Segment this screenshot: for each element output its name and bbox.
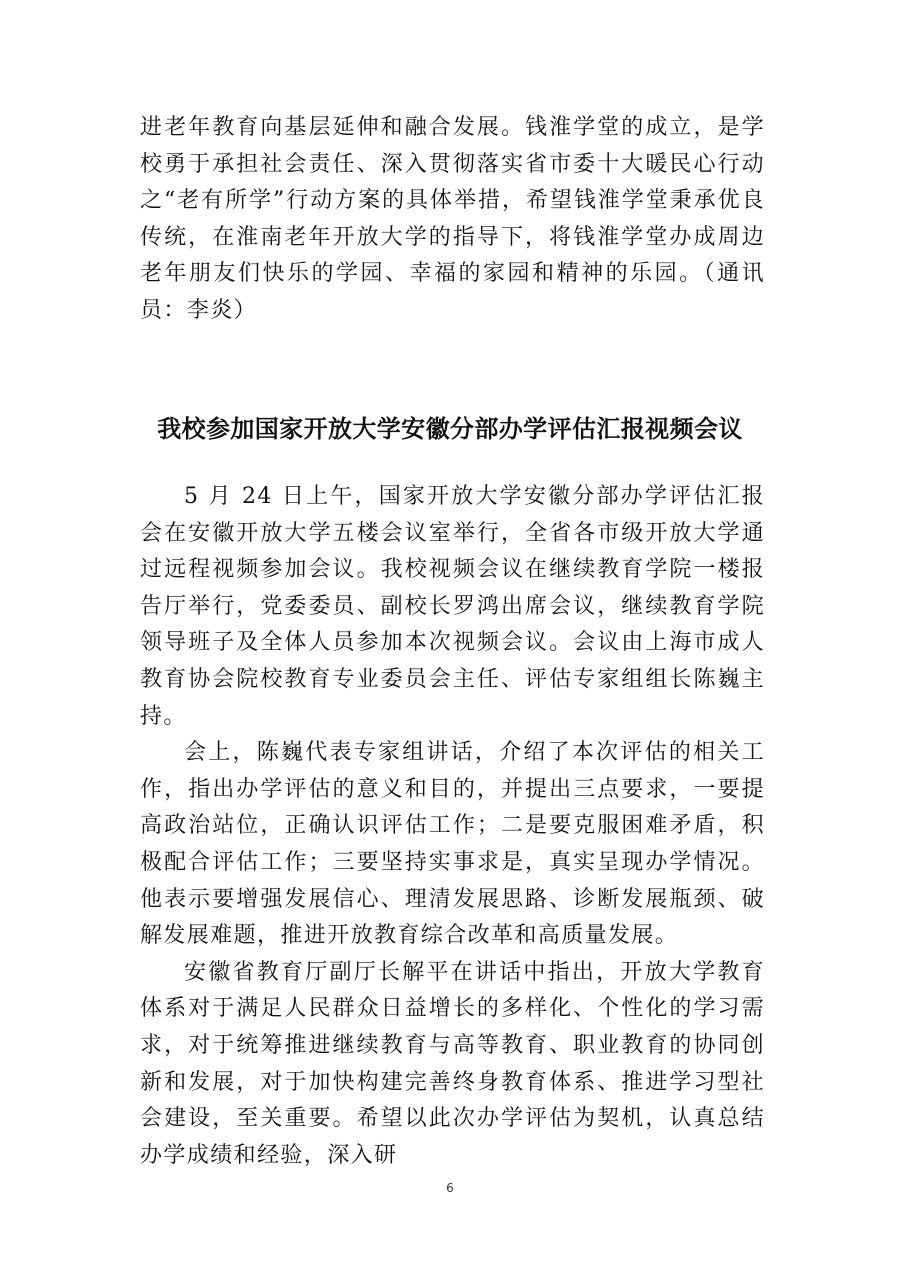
article-paragraph-2: 会上，陈巍代表专家组讲话，介绍了本次评估的相关工作，指出办学评估的意义和目的，并提出三点要求，一要提高政治站位，正确认识评估工作；二是要克服困难矛盾，积极配合评估工作；三要坚持实事求是，真实呈现办学情况。他表示要增强发展信心、理清发展思路、诊断发展瓶颈、破解发展难题，推进开放教育综合改革和高质量发展。 bbox=[140, 740, 765, 949]
article-paragraph-1: 5 月 24 日上午，国家开放大学安徽分部办学评估汇报会在安徽开放大学五楼会议室举行，全省各市级开放大学通过远程视频参加会议。我校视频会议在继续教育学院一楼报告厅举行，党委委员、副校长罗鸿出席会议，继续教育学院领导班子及全体人员参加本次视频会议。会议由上海市成人教育协会院校教育专业委员会主任、评估专家组组长陈巍主持。 bbox=[140, 484, 765, 729]
article-body bbox=[140, 479, 765, 1174]
page-number: 6 bbox=[446, 1181, 454, 1195]
intro-paragraph: 进老年教育向基层延伸和融合发展。钱淮学堂的成立，是学校勇于承担社会责任、深入贯彻落实省市委十大暖民心行动之“老有所学”行动方案的具体举措，希望钱淮学堂秉承优良传统，在淮南老年开放大学的指导下，将钱淮学堂办成周边老年朋友们快乐的学园、幸福的家园和精神的乐园。（通讯员：李炎） bbox=[140, 115, 765, 323]
article-paragraph-3: 安徽省教育厅副厅长解平在讲话中指出，开放大学教育体系对于满足人民群众日益增长的多样化、个性化的学习需求，对于统筹推进继续教育与高等教育、职业教育的协同创新和发展，对于加快构建完善终身教育体系、推进学习型社会建设，至关重要。希望以此次办学评估为契机，认真总结办学成绩和经验，深入研 bbox=[140, 959, 765, 1168]
article-title: 我校参加国家开放大学安徽分部办学评估汇报视频会议 bbox=[157, 415, 743, 443]
